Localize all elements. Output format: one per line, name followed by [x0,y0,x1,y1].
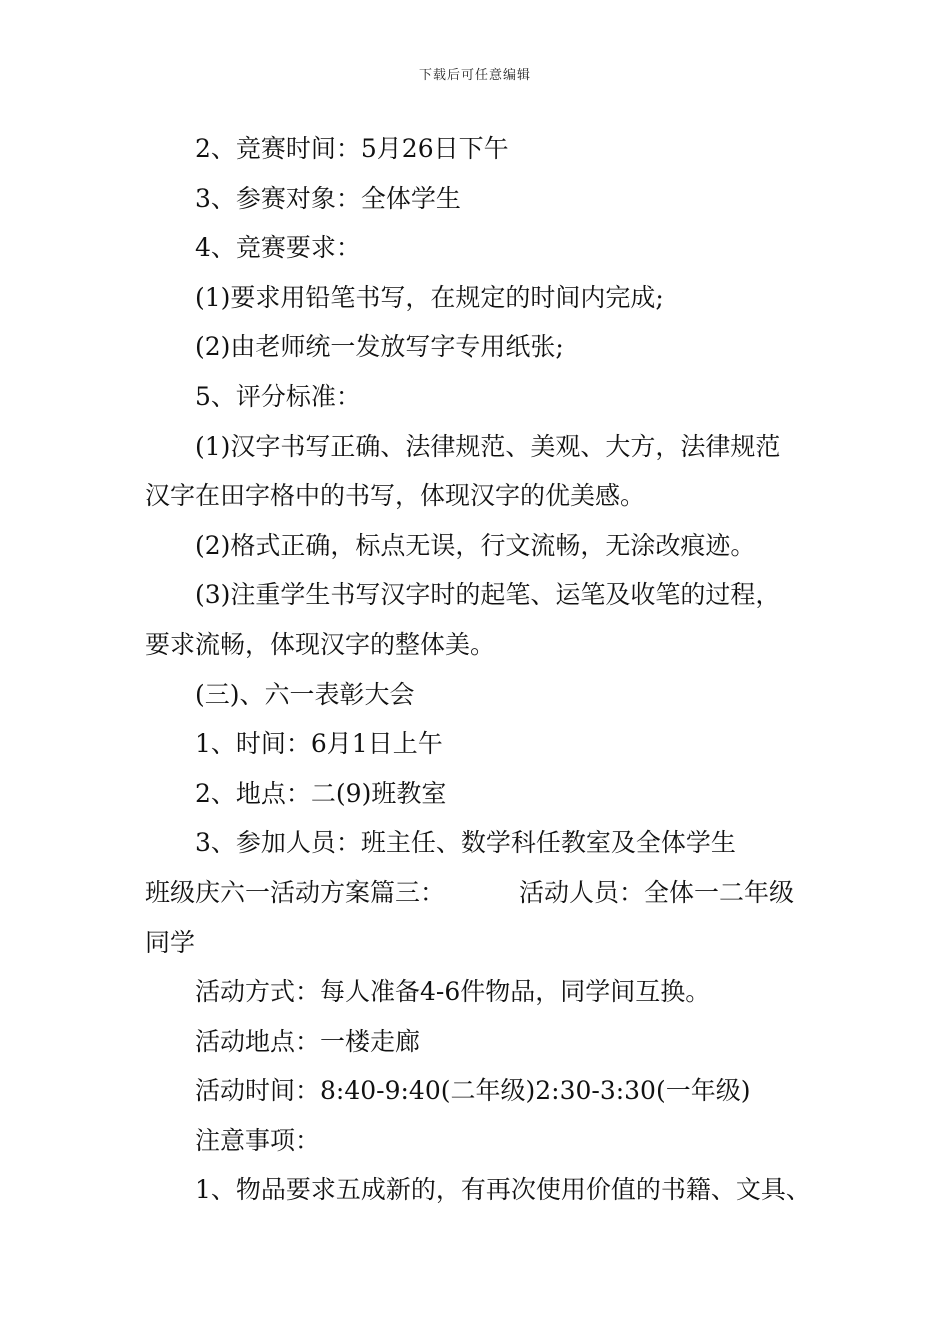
paragraph-line: (2)由老师统一发放写字专用纸张; [195,332,564,362]
paragraph-line: (1)汉字书写正确、法律规范、美观、大方，法律规范 [195,431,781,461]
paragraph-line: 1、时间：6月1日上午 [195,729,443,759]
paragraph-line: 活动地点：一楼走廊 [195,1026,421,1056]
paragraph-line: (2)格式正确，标点无误，行文流畅，无涂改痕迹。 [195,530,756,560]
paragraph-line: 5、评分标准： [195,381,361,411]
article-section-title: 班级庆六一活动方案篇三： [145,877,446,907]
paragraph-line: 注意事项： [195,1125,321,1155]
page-header: 下载后可任意编辑 [418,68,531,83]
paragraph-line: 活动时间：8:40-9:40(二年级)2:30-3:30(一年级) [195,1076,751,1106]
paragraph-line [145,868,825,918]
paragraph-line: 2、地点：二(9)班教室 [195,778,447,808]
section-heading: (三)、六一表彰大会 [195,679,415,709]
document-body [145,124,825,1215]
paragraph-line: (1)要求用铅笔书写，在规定的时间内完成; [195,282,664,312]
paragraph-line: 2、竞赛时间：5月26日下午 [195,134,509,163]
paragraph-line: 1、物品要求五成新的，有再次使用价值的书籍、文具、 [195,1175,811,1205]
paragraph-text: 活动人员：全体一二年级 [519,877,795,907]
paragraph-line: 3、参加人员：班主任、数学科任教室及全体学生 [195,828,736,858]
paragraph-line: 汉字在田字格中的书写，体现汉字的优美感。 [145,481,646,511]
paragraph-line: 3、参赛对象：全体学生 [195,183,461,213]
paragraph-line: 活动方式：每人准备4-6件物品，同学间互换。 [195,977,711,1007]
paragraph-line: 同学 [145,927,196,957]
paragraph-line: 要求流畅，体现汉字的整体美。 [145,629,496,659]
paragraph-line: (3)注重学生书写汉字时的起笔、运笔及收笔的过程， [195,580,781,610]
paragraph-line: 4、竞赛要求： [195,233,361,263]
